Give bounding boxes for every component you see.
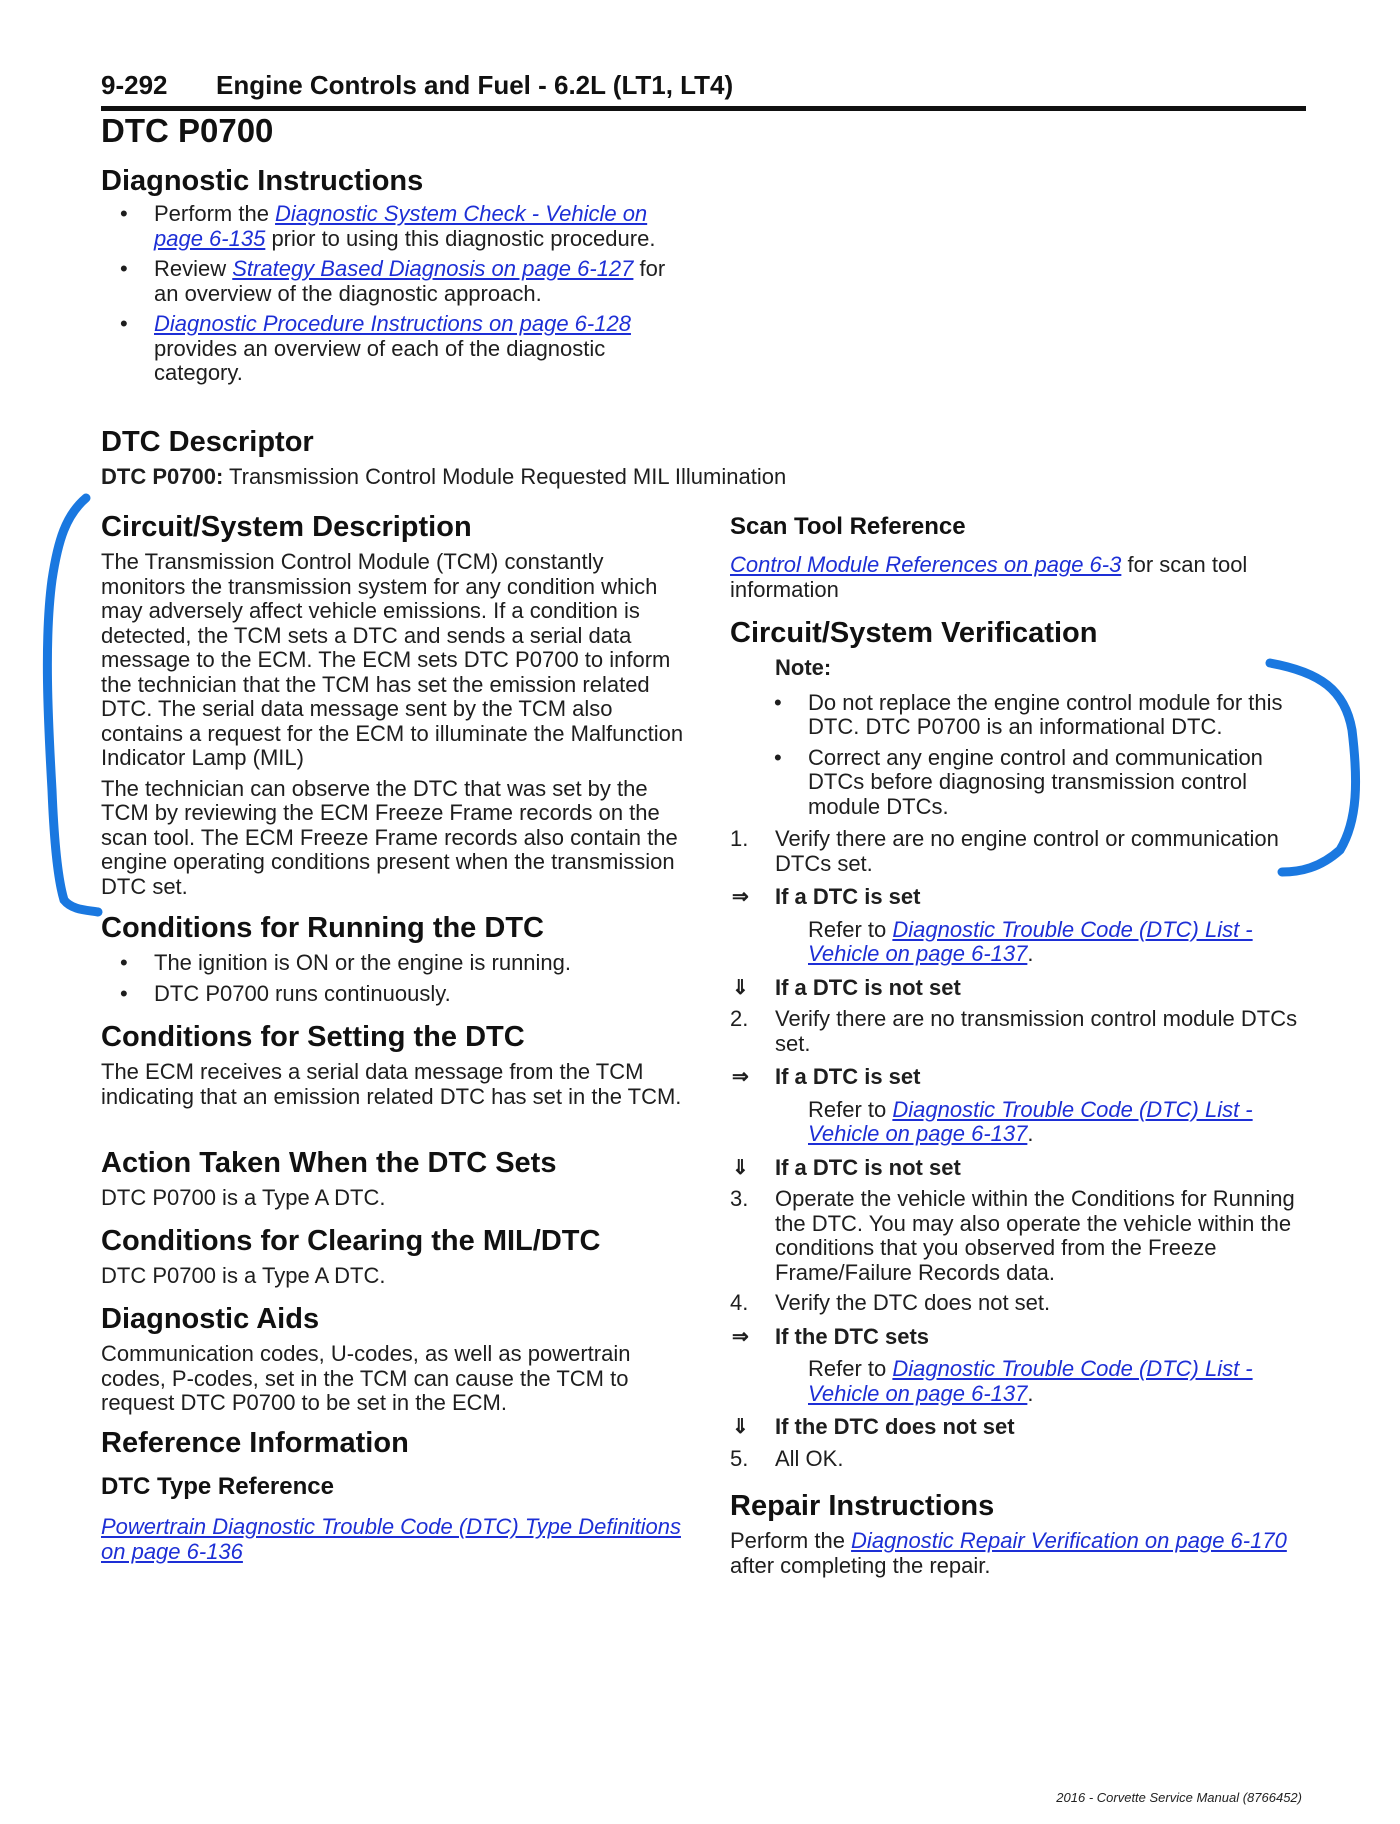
circuit-description-p1: The Transmission Control Module (TCM) constantly monitors the transmission system for any condition which may adversely affect vehicle emissions. If a condition is detected, the TCM sets a DTC and sends a serial data message to the ECM. The ECM sets DTC P0700 to inform the technician that the TCM has set the emission related DTC. The serial data message sent by the TCM also contains a request for the ECM to illuminate the Malfunction Indicator Lamp (MIL) (101, 549, 684, 770)
step-1-refer: Refer to Diagnostic Trouble Code (DTC) List - Vehicle on page 6-137. (808, 916, 1253, 966)
step-2: 2. Verify there are no transmission control module DTCs set. (730, 1006, 1298, 1056)
link-dtc-list-vehicle[interactable]: Diagnostic Trouble Code (DTC) List - Vehicle on page 6-137 (808, 916, 1253, 966)
action-taken-text: DTC P0700 is a Type A DTC. (101, 1185, 386, 1210)
note-label: Note: (775, 655, 832, 680)
list-item: • Correct any engine control and communication DTCs before diagnosing transmission control module DTCs. (774, 744, 1263, 819)
section-title: Engine Controls and Fuel - 6.2L (LT1, LT4) (216, 70, 734, 100)
list-item: • DTC P0700 runs continuously. (120, 980, 451, 1006)
circuit-description-p2: The technician can observe the DTC that was set by the TCM by reviewing the ECM Freeze Frame records on the scan tool. The ECM Freeze Frame records also contain the engine operating conditions present when the transmission DTC set. (101, 775, 678, 899)
list-item: • The ignition is ON or the engine is running. (120, 950, 572, 975)
left-bracket-annotation (47, 498, 98, 912)
dtc-descriptor-text: Transmission Control Module Requested MIL Illumination (229, 464, 787, 489)
action-taken-section (101, 1146, 691, 1217)
link-dtc-list-vehicle[interactable]: Diagnostic Trouble Code (DTC) List - Vehicle on page 6-137 (808, 1356, 1253, 1406)
scan-tool-reference-heading: Scan Tool Reference (730, 513, 966, 540)
step-1-if-set: ⇒ If a DTC is set (732, 884, 921, 909)
diagnostic-instructions-heading: Diagnostic Instructions (101, 165, 424, 197)
dtc-type-reference-heading: DTC Type Reference (101, 1473, 334, 1500)
step-5: 5. All OK. (730, 1445, 844, 1471)
diagnostic-aids-heading: Diagnostic Aids (101, 1303, 320, 1335)
circuit-verification-section (730, 616, 1310, 1471)
conditions-setting-text: The ECM receives a serial data message from the TCM indicating that an emission related DTC has set in the TCM. (101, 1059, 682, 1109)
conditions-setting-section (101, 1020, 691, 1115)
dtc-descriptor-section (101, 425, 1201, 496)
reference-information-heading: Reference Information (101, 1427, 409, 1459)
step-2-refer: Refer to Diagnostic Trouble Code (DTC) List - Vehicle on page 6-137. (808, 1096, 1253, 1146)
reference-information-section (101, 1426, 691, 1570)
conditions-clearing-heading: Conditions for Clearing the MIL/DTC (101, 1225, 601, 1257)
page-header (101, 70, 1306, 111)
step-3: 3. Operate the vehicle within the Conditions for Running the DTC. You may also operate the vehicle within the conditions that you observed from the Freeze Frame/Failure Records data. (730, 1186, 1295, 1285)
link-strategy-based-diagnosis[interactable]: Strategy Based Diagnosis on page 6-127 (232, 256, 634, 281)
arrow-down-icon: ⇓ (732, 976, 749, 999)
link-diagnostic-repair-verification[interactable]: Diagnostic Repair Verification on page 6-170 (851, 1528, 1287, 1553)
step-4-if-not-set: ⇓ If the DTC does not set (732, 1414, 1015, 1439)
page-number: 9-292 (101, 70, 168, 100)
link-dtc-list-vehicle[interactable]: Diagnostic Trouble Code (DTC) List - Vehicle on page 6-137 (808, 1096, 1253, 1146)
page-title: DTC P0700 (101, 112, 274, 149)
list-item: • Do not replace the engine control module for this DTC. DTC P0700 is an informational DTC. (774, 689, 1283, 739)
repair-instructions-section: Repair Instructions Perform the Diagnostic Repair Verification on page 6-170 after completing the repair. (730, 1489, 1310, 1584)
step-4-if-sets: ⇒ If the DTC sets (732, 1323, 930, 1349)
circuit-verification-heading: Circuit/System Verification (730, 617, 1098, 649)
action-taken-heading: Action Taken When the DTC Sets (101, 1147, 557, 1179)
repair-instructions-heading: Repair Instructions (730, 1490, 995, 1522)
conditions-clearing-section (101, 1224, 691, 1295)
link-diagnostic-procedure-instructions[interactable]: Diagnostic Procedure Instructions on page 6-128 (154, 311, 631, 336)
arrow-right-icon: ⇒ (732, 886, 749, 908)
link-control-module-references[interactable]: Control Module References on page 6-3 (730, 552, 1122, 577)
scan-tool-reference-section: Scan Tool Reference Control Module References on page 6-3 for scan tool information (730, 512, 1310, 608)
step-4-refer: Refer to Diagnostic Trouble Code (DTC) List - Vehicle on page 6-137. (808, 1356, 1253, 1406)
conditions-running-heading: Conditions for Running the DTC (101, 912, 544, 944)
arrow-down-icon: ⇓ (732, 1156, 749, 1179)
circuit-description-heading: Circuit/System Description (101, 511, 472, 543)
step-1-if-not-set: ⇓ If a DTC is not set (732, 974, 961, 1000)
step-2-if-not-set: ⇓ If a DTC is not set (732, 1154, 961, 1180)
step-4: 4. Verify the DTC does not set. (730, 1290, 1051, 1315)
link-diagnostic-system-check[interactable]: Diagnostic System Check - Vehicle on page 6-135 (154, 201, 648, 251)
step-1: 1. Verify there are no engine control or communication DTCs set. (730, 826, 1279, 876)
diagnostic-instructions-section (101, 164, 691, 392)
step-2-if-set: ⇒ If a DTC is set (732, 1064, 921, 1089)
dtc-descriptor-heading: DTC Descriptor (101, 426, 314, 458)
diagnostic-aids-text: Communication codes, U-codes, as well as powertrain codes, P-codes, set in the TCM can cause the TCM to request DTC P0700 to be set in the ECM. (101, 1341, 631, 1415)
diagnostic-aids-section (101, 1302, 691, 1422)
arrow-right-icon: ⇒ (732, 1066, 749, 1088)
arrow-right-icon: ⇒ (732, 1325, 749, 1348)
page-footer: 2016 - Corvette Service Manual (8766452) (1056, 1790, 1302, 1805)
conditions-running-section (101, 911, 691, 1012)
conditions-setting-heading: Conditions for Setting the DTC (101, 1021, 525, 1053)
list-item: • Review Strategy Based Diagnosis on page 6-127 for an overview of the diagnostic approach. (120, 256, 666, 306)
circuit-description-section (101, 510, 691, 905)
link-powertrain-dtc-type-definitions[interactable]: Powertrain Diagnostic Trouble Code (DTC) Type Definitions on page 6-136 (101, 1514, 681, 1564)
list-item: • Perform the Diagnostic System Check - Vehicle on page 6-135 prior to using this diagnostic procedure. (120, 201, 656, 251)
dtc-code-label: DTC P0700: (101, 464, 224, 489)
conditions-clearing-text: DTC P0700 is a Type A DTC. (101, 1263, 386, 1288)
list-item: • Diagnostic Procedure Instructions on page 6-128 provides an overview of each of the diagnostic category. (120, 311, 631, 385)
arrow-down-icon: ⇓ (732, 1416, 749, 1438)
